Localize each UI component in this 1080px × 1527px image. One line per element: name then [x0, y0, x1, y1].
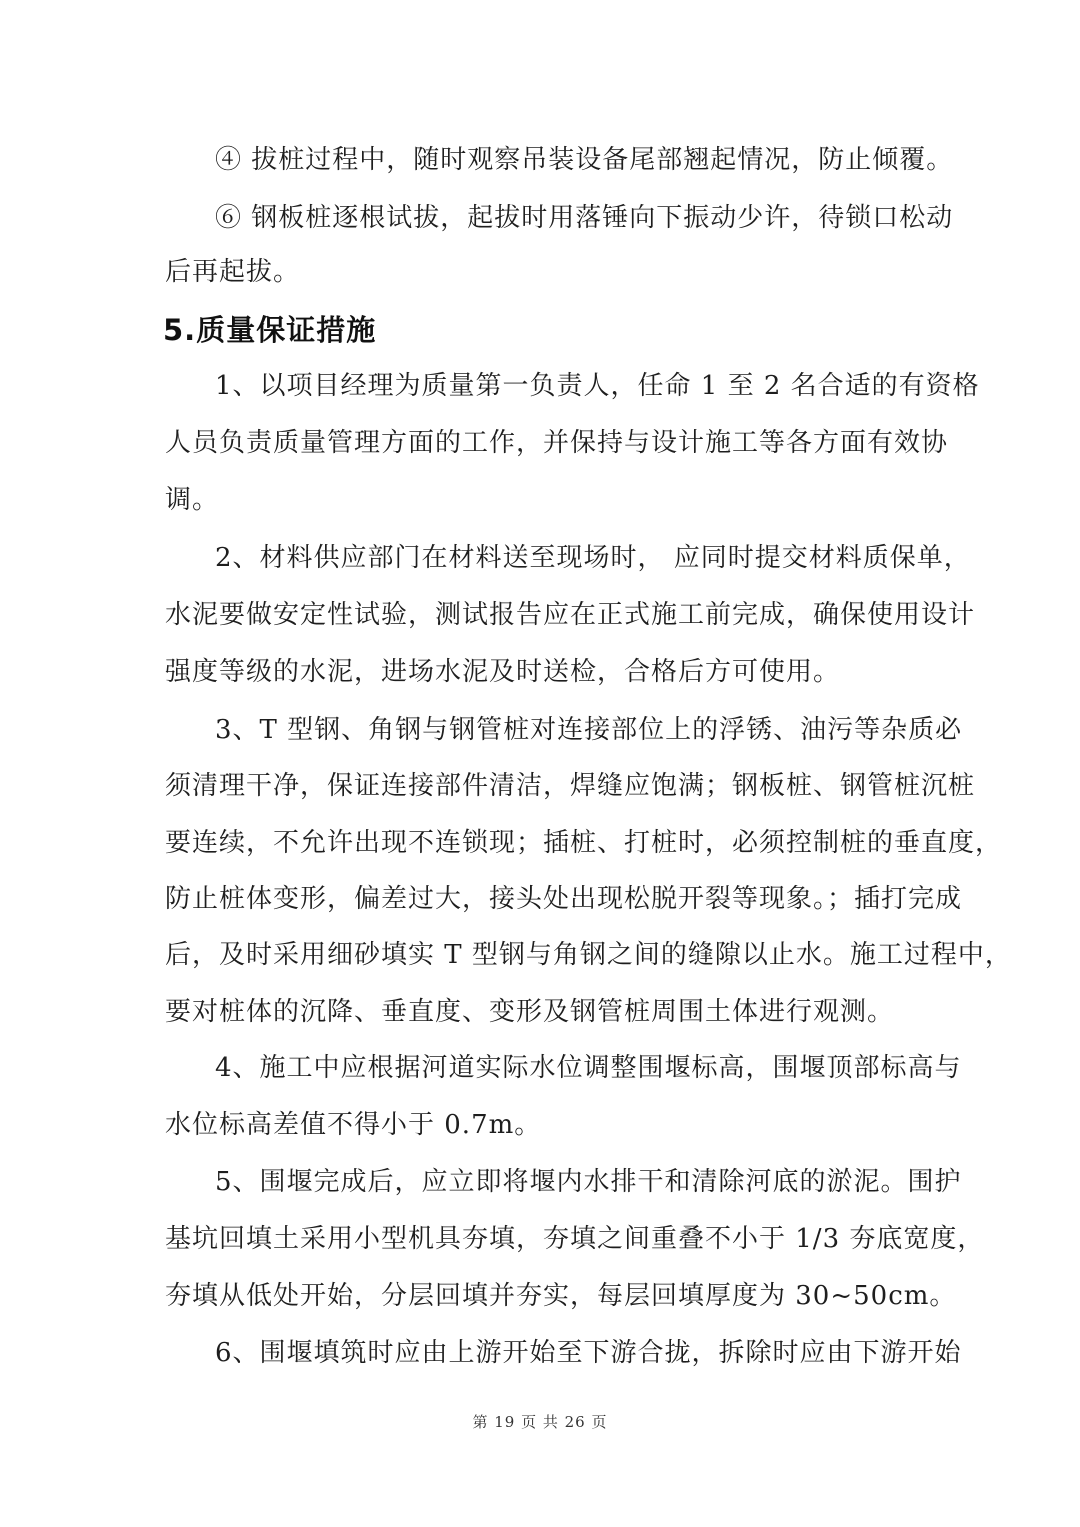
p3-line-4: 防止桩体变形，偏差过大，接头处出现松脱开裂等现象。；插打完成 — [165, 884, 963, 914]
p2-line-3: 强度等级的水泥，进场水泥及时送检，合格后方可使用。 — [165, 657, 841, 687]
p2-line-2: 水泥要做安定性试验，测试报告应在正式施工前完成，确保使用设计 — [165, 600, 976, 630]
p2-line-1: 2、材料供应部门在材料送至现场时， 应同时提交材料质保单， — [215, 543, 971, 573]
p4-line-2: 水位标高差值不得小于 0.7m。 — [165, 1110, 542, 1140]
p1-line-2: 人员负责质量管理方面的工作，并保持与设计施工等各方面有效协 — [165, 428, 949, 458]
item-4-line-1: ④ 拔桩过程中，随时观察吊装设备尾部翘起情况，防止倾覆。 — [215, 145, 954, 175]
p3-line-3: 要连续，不允许出现不连锁现；插桩、打桩时，必须控制桩的垂直度， — [165, 828, 1003, 858]
p3-line-6: 要对桩体的沉降、垂直度、变形及钢管桩周围土体进行观测。 — [165, 997, 895, 1027]
p3-line-5: 后，及时采用细砂填实 T 型钢与角钢之间的缝隙以止水。施工过程中， — [165, 940, 1012, 970]
section-heading: 5.质量保证措施 — [163, 313, 377, 347]
p5-line-2: 基坑回填土采用小型机具夯填，夯填之间重叠不小于 1/3 夯底宽度， — [165, 1224, 985, 1254]
p4-line-1: 4、施工中应根据河道实际水位调整围堰标高，围堰顶部标高与 — [215, 1053, 962, 1083]
p6-line-1: 6、围堰填筑时应由上游开始至下游合拢，拆除时应由下游开始 — [215, 1338, 962, 1368]
p1-line-3: 调。 — [165, 485, 220, 515]
p3-line-1: 3、T 型钢、角钢与钢管桩对连接部位上的浮锈、油污等杂质必 — [215, 715, 963, 745]
p3-line-2: 须清理干净，保证连接部件清洁，焊缝应饱满；钢板桩、钢管桩沉桩 — [165, 771, 976, 801]
item-6-line-2: 后再起拔。 — [165, 257, 301, 287]
item-6-line-1: ⑥ 钢板桩逐根试拔，起拔时用落锤向下振动少许，待锁口松动 — [215, 203, 954, 233]
page-number-footer: 第 19 页 共 26 页 — [472, 1413, 608, 1431]
p1-line-1: 1、以项目经理为质量第一负责人，任命 1 至 2 名合适的有资格 — [215, 371, 980, 401]
p5-line-3: 夯填从低处开始，分层回填并夯实，每层回填厚度为 30~50cm。 — [165, 1281, 957, 1311]
p5-line-1: 5、围堰完成后，应立即将堰内水排干和清除河底的淤泥。围护 — [215, 1167, 962, 1197]
